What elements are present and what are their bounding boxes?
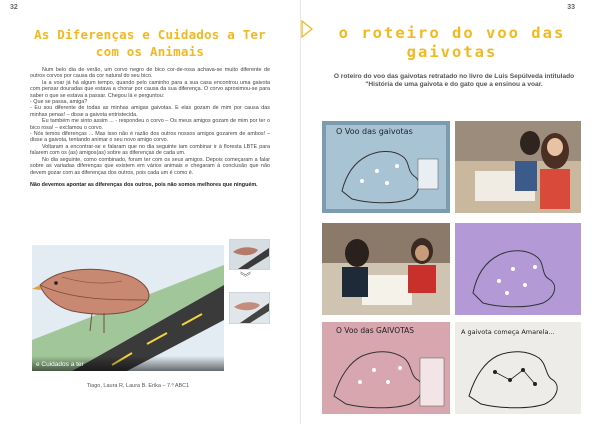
triangle-arrow-icon <box>301 20 313 38</box>
story-paragraph: Eu também me sinto assim ... - respondeu o corvo – Os meus amigos gozam de mim por ter o bico rosa! – exclamou o corvo. <box>30 118 270 131</box>
photo-caption: O Voo das GAIVOTAS <box>336 326 414 335</box>
photo-map-white <box>455 322 581 414</box>
story-paragraph: - Eu sou diferente de todas as minhas amigas gaivotas. E elas gozam de mim por causa das minhas penas! – disse a gaivota entristecida. <box>30 105 270 118</box>
page-number-right: 33 <box>567 4 575 11</box>
photo-map-purple <box>455 223 581 315</box>
photo-map-blue <box>322 121 450 213</box>
page-number-left: 32 <box>10 4 18 11</box>
photo-students-drawing <box>322 223 450 315</box>
story-text <box>30 67 270 188</box>
article-title-left: As Diferenças e Cuidados a Ter com os Animais <box>34 27 266 59</box>
photo-students-table <box>455 121 581 213</box>
story-paragraph: Num belo dia de verão, um corvo negro de bico cor-de-rosa achava-se muito diferente de outros corvos por causa da cor natural do seu bico. <box>30 67 270 80</box>
article-intro-right: O roteiro do voo das gaivotas retratado no livro de Luís Sepúlveda intitulado "História de uma gaivota e do gato que a ensinou a voar. <box>333 73 575 88</box>
thumbnail-image <box>230 293 269 323</box>
video-caption-bar <box>32 356 224 371</box>
story-paragraph: - Nós temos diferenças ... Mas isso não é razão dos outros nossos amigos gozarem de ambos! – disse a gaivota, tentando animar o seu novo amigo corvo. <box>30 131 270 144</box>
bird-drawing <box>32 245 224 371</box>
story-paragraph: - Que se passa, amiga? <box>30 99 88 106</box>
photo-map-pink <box>322 322 450 414</box>
photo-caption: A gaivota começa Amarela... <box>461 328 555 336</box>
chevron-down-icon[interactable]: ︾ <box>240 272 251 284</box>
author-credit: Tiago, Laura R, Laura B. Erika – 7.º ABC1 <box>86 383 190 389</box>
story-paragraph: No dia seguinte, como combinado, foram ter com os seus amigos. Depois começaram a falar sobre as variadas diferenças que existem em vários animais e chegaram à conclusão que não devem gozar com as diferenças dos outros, pois cada um é como é. <box>30 156 270 176</box>
article-title-right: o roteiro do voo das gaivotas <box>338 24 566 61</box>
video-player[interactable] <box>32 245 224 371</box>
video-thumbnail[interactable] <box>229 292 270 324</box>
photo-caption: O Voo das gaivotas <box>336 127 413 136</box>
story-moral: Não devemos apontar as diferenças dos outros, pois não somos melhores que ninguém. <box>30 181 258 188</box>
story-paragraph: Voltaram a encontrar-se e falaram que no dia seguinte iam combinar ir à floresta LBTE para falarem com os (as) amigos(as) sobre as diferenças de cada um. <box>30 143 270 157</box>
story-paragraph: Ia a voar já há algum tempo, quando pelo caminho para a sua casa encontrou uma gaivota com pensar douradas que estava a chorar por causa da sua diferença. O corvo aproximou-se para saber o que se estava a passar. Chegou lá e perguntou: <box>30 79 270 99</box>
thumbnail-image <box>230 240 269 269</box>
video-thumbnail[interactable] <box>229 239 270 270</box>
video-caption-text: e Cuidados a ter <box>36 361 84 368</box>
